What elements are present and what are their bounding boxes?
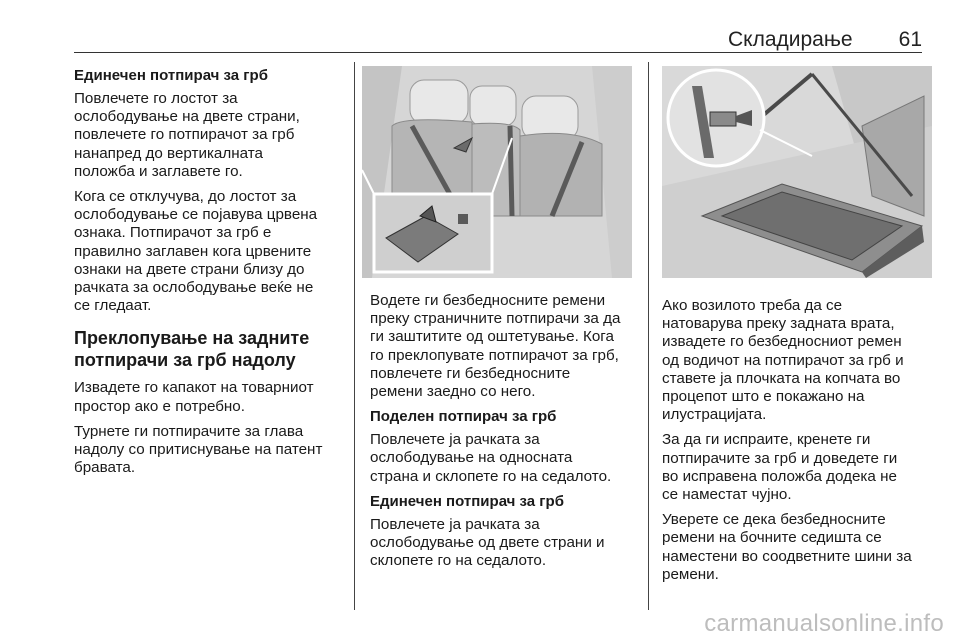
subheading-single-backrest: Единечен потпирач за грб [370, 492, 564, 510]
column-divider-1 [354, 62, 355, 610]
subheading-single-backrest: Единечен потпирач за грб [74, 67, 268, 84]
paragraph: Водете ги безбедносните ремени преку страничните потпирачи за да ги заштитите од оштетување. Кога го преклопувате потпирачот за грб, повлечете ги безбедносните ремени заедно со него. [370, 292, 621, 401]
section-heading: Преклопување на задните потпирачи за грб надолу [74, 328, 310, 371]
paragraph: Турнете ги потпирачите за глава надолу со притиснување на патент бравата. [74, 422, 323, 477]
text-column-3 [662, 297, 934, 591]
watermark: carmanualsonline.info [704, 610, 944, 637]
paragraph: Повлечете ја рачката за ослободување од двете страни и склопете го на седалото. [370, 515, 605, 570]
subheading-split-backrest: Поделен потпирач за грб [370, 408, 557, 426]
text-column-1 [74, 67, 346, 484]
rear-seat-illustration [362, 66, 632, 278]
column-divider-2 [648, 62, 649, 610]
paragraph: Повлечете ја рачката за ослободување на односната страна и склопете го на седалото. [370, 431, 612, 485]
paragraph: Ако возилото треба да се натоварува преку задната врата, извадете го безбедносниот ремен од водичот на потпирачот за грб и ставете ја плочката на копчата во процепот што е покажано на илустрацијата. [662, 297, 904, 424]
paragraph: Уверете се дека безбедносните ремени на бочните седишта се наместени во соодветните шини за ремени. [662, 511, 912, 583]
paragraph: Извадете го капакот на товарниот простор ако е потребно. [74, 379, 314, 415]
paragraph: Кога се отклучува, до лостот за ослободување се појавува црвена ознака. Потпирачот за грб е правилно заглавен кога црвените ознаки на двете страни близу до рачката за ослободување веќе не се гледаат. [74, 188, 318, 315]
text-column-2 [370, 292, 642, 577]
section-title: Складирање [728, 28, 853, 51]
folded-seat-illustration [662, 66, 932, 278]
header-rule [74, 52, 922, 53]
paragraph: Повлечете го лостот за ослободување на двете страни, повлечете го потпирачот за грб нанапред до вертикалната положба и заглавете го. [74, 90, 300, 180]
page-number: 61 [898, 28, 922, 51]
paragraph: За да ги испраите, кренете ги потпирачите за грб и доведете ги во исправена положба додека не се наместат чујно. [662, 431, 898, 504]
